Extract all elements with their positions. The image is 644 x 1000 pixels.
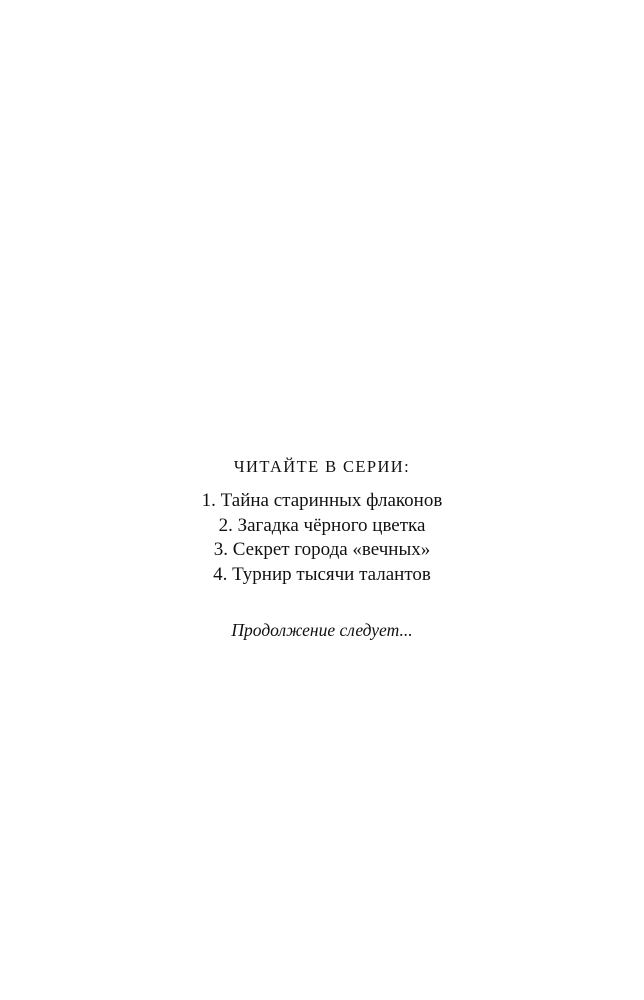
book-title-item: 4. Турнир тысячи талантов	[213, 564, 431, 586]
series-heading: ЧИТАЙТЕ В СЕРИИ:	[233, 457, 411, 476]
book-title-item: 1. Тайна старинных флаконов	[201, 490, 443, 511]
continuation-note: Продолжение следует...	[231, 620, 413, 640]
series-book-list	[0, 489, 644, 588]
book-title-item: 3. Секрет города «вечных»	[213, 539, 431, 561]
book-title-item: 2. Загадка чёрного цветка	[218, 514, 426, 536]
